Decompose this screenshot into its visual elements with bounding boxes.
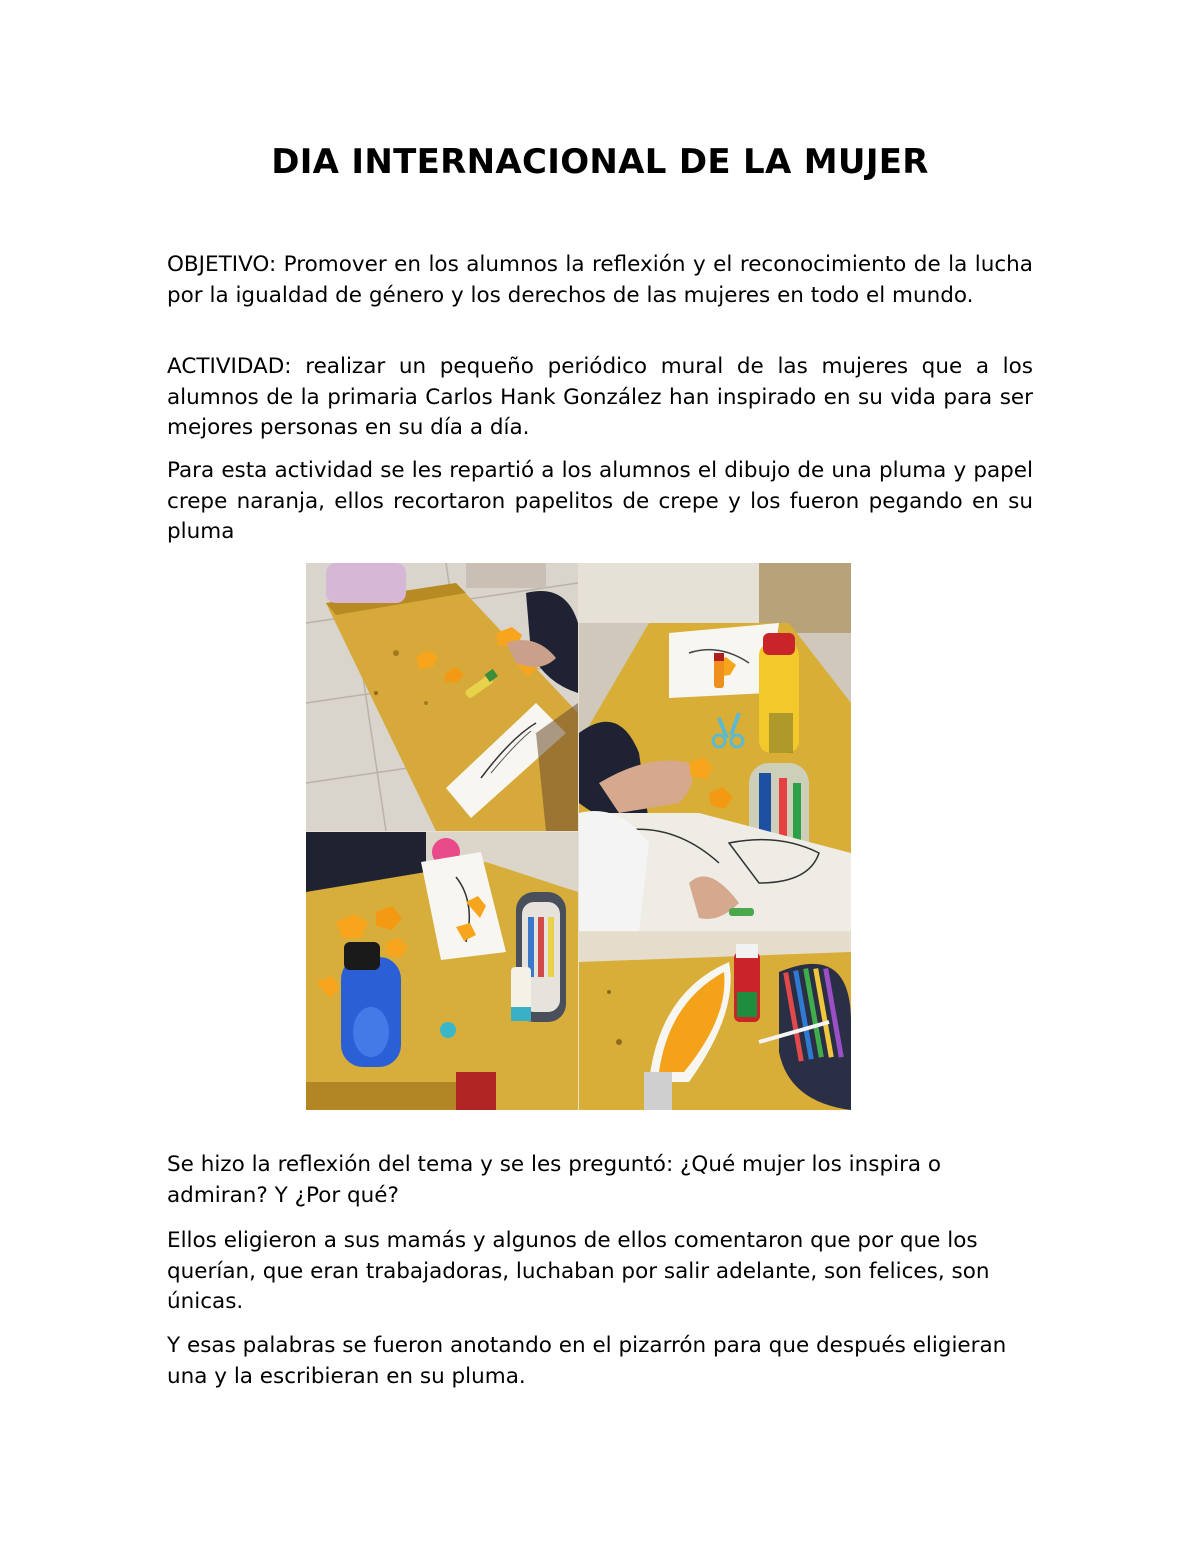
photo-desk-crepe-feather: [306, 563, 578, 831]
reparto-paragraph: Para esta actividad se les repartió a los alumnos el dibujo de una pluma y papel crepe naranja, ellos recortaron papelitos de crepe y los fueron pegando en su pluma: [167, 458, 1033, 544]
anotacion-paragraph: Y esas palabras se fueron anotando en el pizarrón para que después eligieran una y la escribieran en su pluma.: [167, 1333, 1007, 1389]
actividad-paragraph: ACTIVIDAD: realizar un pequeño periódico mural de las mujeres que a los alumnos de la primaria Carlos Hank González han inspirado en su vida para ser mejores personas en su día a día.: [167, 354, 1033, 440]
eleccion-paragraph: Ellos eligieron a sus mamás y algunos de ellos comentaron que por que los querían, que eran trabajadoras, luchaban por salir adelante, son felices, son únicas.: [167, 1228, 990, 1314]
objetivo-paragraph: OBJETIVO: Promover en los alumnos la reflexión y el reconocimiento de la lucha por la igualdad de género y los derechos de las mujeres en todo el mundo.: [167, 252, 1033, 308]
activity-photo-collage: [306, 563, 851, 1110]
document-title: DIA INTERNACIONAL DE LA MUJER: [271, 142, 929, 182]
photo-desk-crepe-feather-glue: [579, 932, 851, 1110]
photo-desk-blue-bottle: [306, 832, 578, 1110]
reflexion-paragraph: Se hizo la reflexión del tema y se les preguntó: ¿Qué mujer los inspira o admiran? Y ¿Por qué?: [167, 1152, 942, 1208]
photo-desk-scissors-bottle: [579, 563, 851, 931]
